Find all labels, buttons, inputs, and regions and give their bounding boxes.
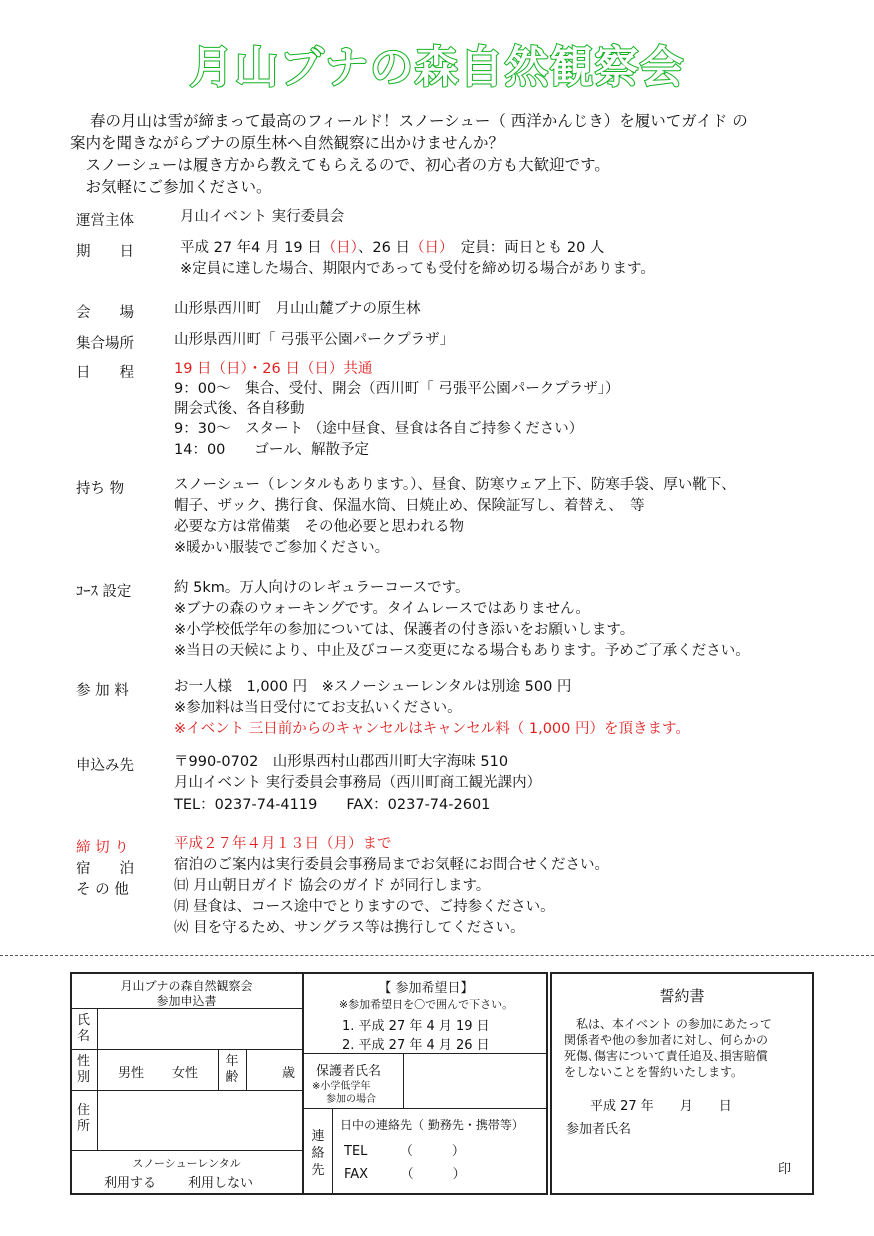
course-line: ※ブナの森のウォーキングです。タイムレースではありません。: [174, 601, 590, 617]
page-title: 月山ブナの森自然観察会: [189, 42, 685, 93]
pledge-title: 誓約書: [659, 987, 705, 1005]
apply-label: 申込み先: [76, 758, 134, 774]
cut-line: [0, 955, 874, 956]
other-line: ㈰ 月山朝日ガイド 協会のガイド が同行します。: [174, 878, 491, 894]
rental-nouse-option[interactable]: 利用しない: [188, 1176, 254, 1191]
other-line: ㈪ 昼食は、コース途中でとりますので、ご持参ください。: [174, 899, 555, 915]
sex-option-female[interactable]: 女性: [172, 1066, 199, 1081]
schedule-line: 19 日（日）・26 日（日）共通: [174, 361, 373, 377]
deadline-value: 平成２７年４月１３日（月）まで: [174, 836, 392, 852]
period-label: 期 日: [76, 244, 134, 260]
apply-line: 月山イベント 実行委員会事務局（西川町商工観光課内）: [174, 775, 542, 791]
seal-mark: 印: [778, 1162, 792, 1177]
course-line: ※小学校低学年の参加については、保護者の付き添いをお願いします。: [174, 622, 635, 638]
period-note: ※定員に達した場合、期限内であっても受付を締め切る場合があります。: [180, 261, 655, 277]
age-label: 年 齢: [225, 1054, 239, 1085]
items-line: ※暖かい服装でご参加ください。: [174, 540, 390, 556]
guardian-label: 保護者氏名: [316, 1064, 382, 1079]
schedule-line: 14：00 ゴール、解散予定: [174, 442, 369, 458]
items-line: スノーシュー（レンタルもあります。）、昼食、防寒ウェア上下、防寒手袋、厚い靴下、: [174, 477, 736, 493]
form-header-title: 月山ブナの森自然観察会: [120, 979, 253, 993]
schedule-line: 9：30～ スタート （途中昼食、昼食は各自ご持参ください）: [174, 421, 584, 437]
name-field[interactable]: [99, 1010, 301, 1048]
course-line: 約 5km。万人向けのレギュラーコースです。: [174, 580, 470, 596]
guardian-name-field[interactable]: [405, 1055, 545, 1107]
intro-line: 案内を聞きながらブナの原生林へ自然観察に出かけませんか？: [70, 134, 505, 152]
organizer-value: 月山イベント 実行委員会: [180, 209, 345, 225]
deadline-label: 締 切 り: [76, 840, 129, 856]
intro-line: 春の月山は雪が締まって最高のフィールド！スノーシュー（ 西洋かんじき）を履いてガイド の: [90, 112, 748, 130]
sex-label: 性 別: [76, 1054, 90, 1085]
contact-title: 日中の連絡先（ 勤務先・携帯等）: [340, 1118, 524, 1132]
form-header-subtitle: 参加申込書: [156, 994, 217, 1008]
other-label: そ の 他: [76, 882, 129, 898]
date-option-2[interactable]: 2. 平成 27 年 4 月 26 日: [342, 1038, 490, 1053]
rental-title: スノーシューレンタル: [132, 1157, 241, 1170]
lodging-label: 宿 泊: [76, 861, 134, 877]
fee-cancel-line: ※イベント 三日前からのキャンセルはキャンセル料（ 1,000 円）を頂きます。: [174, 721, 690, 737]
pledge-name-field[interactable]: [640, 1115, 800, 1175]
fee-line: ※参加料は当日受付にてお支払いください。: [174, 700, 462, 716]
meeting-label: 集合場所: [76, 336, 134, 352]
items-line: 帽子、ザック、携行食、保温水筒、日焼止め、保険証写し、着替え、 等: [174, 498, 645, 514]
course-label: ｺｰｽ 設定: [76, 584, 132, 600]
other-line: ㈫ 目を守るため、サングラス等は携行してください。: [174, 920, 525, 936]
schedule-label: 日 程: [76, 365, 134, 381]
rental-use-option[interactable]: 利用する: [104, 1176, 157, 1191]
age-unit: 歳: [282, 1066, 296, 1081]
address-field[interactable]: [99, 1092, 301, 1149]
pledge-line: をしないことを誓約いたします。: [564, 1065, 744, 1079]
organizer-label: 運営主体: [76, 213, 134, 229]
pledge-name-label: 参加者氏名: [566, 1122, 632, 1137]
age-field[interactable]: [248, 1051, 278, 1089]
fee-line: お一人様 1,000 円 ※スノーシューレンタルは別途 500 円: [174, 679, 572, 695]
items-line: 必要な方は常備薬 その他必要と思われる物: [174, 519, 464, 535]
sex-option-male[interactable]: 男性: [118, 1066, 145, 1081]
venue-value: 山形県西川町 月山山麓ブナの原生林: [174, 301, 421, 317]
venue-label: 会 場: [76, 305, 134, 321]
items-label: 持ち 物: [76, 481, 125, 497]
address-label: 住 所: [76, 1103, 90, 1134]
pledge-line: 死傷､傷害について責任追及､損害賠償: [564, 1049, 768, 1063]
contact-tel-field[interactable]: TEL （ ）: [344, 1144, 465, 1159]
contact-fax-field[interactable]: FAX （ ）: [344, 1167, 466, 1182]
pledge-line: 関係者や他の参加者に対し、何らかの: [564, 1033, 769, 1047]
date-note: ※参加希望日を〇で囲んで下さい。: [338, 998, 514, 1011]
apply-line: TEL：0237-74-4119 FAX：0237-74-2601: [174, 797, 491, 813]
intro-line: スノーシューは履き方から教えてもらえるので、初心者の方も大歓迎です。: [70, 156, 610, 174]
course-line: ※当日の天候により、中止及びコース変更になる場合もあります。予めご了承ください。: [174, 643, 750, 659]
name-label: 氏 名: [76, 1013, 90, 1044]
meeting-value: 山形県西川町「 弓張平公園パークプラザ」: [174, 332, 455, 348]
guardian-note: ※小学低学年: [312, 1081, 371, 1092]
guardian-note: 参加の場合: [326, 1094, 376, 1105]
period-value: 平成 27 年4 月 19 日（日）、26 日（日） 定員：両日とも 20 人: [180, 240, 605, 256]
schedule-line: 9：00～ 集合、受付、開会（西川町「 弓張平公園パークプラザ」）: [174, 381, 620, 397]
date-option-1[interactable]: 1. 平成 27 年 4 月 19 日: [342, 1019, 490, 1034]
pledge-line: 私は、本イベント の参加にあたって: [564, 1017, 772, 1031]
lodging-value: 宿泊のご案内は実行委員会事務局までお気軽にお問合せください。: [174, 857, 609, 873]
schedule-line: 開会式後、各自移動: [174, 401, 305, 417]
contact-label: 連 絡 先: [311, 1129, 325, 1178]
pledge-date: 平成 27 年 月 日: [590, 1099, 732, 1114]
intro-line: お気軽にご参加ください。: [70, 178, 272, 196]
apply-line: 〒990-0702 山形県西村山郡西川町大字海味 510: [174, 754, 509, 770]
fee-label: 参 加 料: [76, 683, 129, 699]
date-title: 【 参加希望日】: [378, 981, 474, 996]
